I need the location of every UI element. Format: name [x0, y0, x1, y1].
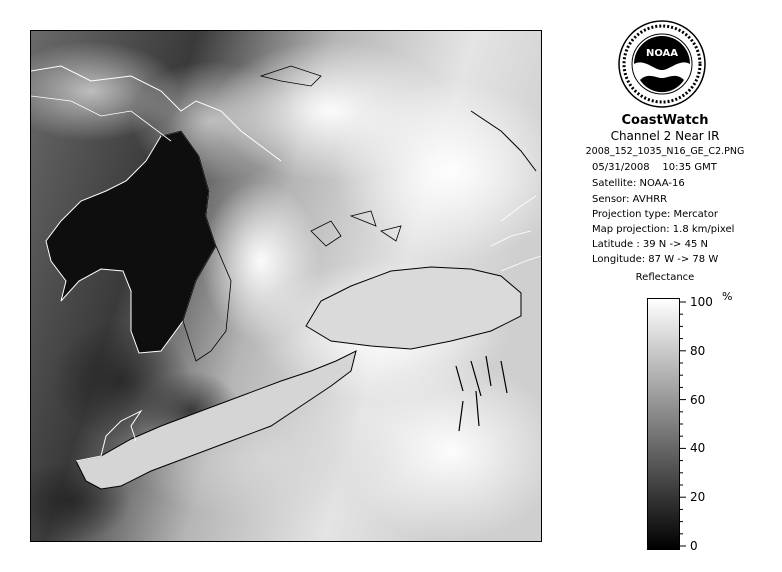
reflectance-colorbar — [647, 298, 680, 550]
date-time-line — [592, 162, 717, 173]
colorbar-tick-label: 80 — [690, 343, 706, 358]
colorbar-title: Reflectance — [635, 272, 695, 283]
sensor-line: Sensor: AVHRR — [592, 194, 668, 205]
colorbar-tick-label: 20 — [690, 490, 706, 505]
colorbar-unit: % — [722, 290, 733, 303]
file-name: 2008_152_1035_N16_GE_C2.PNG — [585, 146, 745, 157]
colorbar-tick-marks — [680, 298, 690, 550]
colorbar-tick-label: 0 — [690, 539, 698, 553]
longitude-line: Longitude: 87 W -> 78 W — [592, 254, 719, 265]
image-date: 05/31/2008 — [592, 162, 650, 173]
image-time: 10:35 GMT — [662, 162, 717, 173]
satellite-image-map[interactable] — [30, 30, 542, 542]
channel-name: Channel 2 Near IR — [610, 129, 720, 143]
product-title: CoastWatch — [621, 113, 709, 128]
colorbar-ticks — [680, 295, 750, 553]
noaa-logo-icon — [618, 20, 706, 108]
satellite-line: Satellite: NOAA-16 — [592, 178, 685, 189]
latitude-line: Latitude : 39 N -> 45 N — [592, 239, 708, 250]
colorbar-tick-label: 60 — [690, 392, 706, 407]
logo-text: NOAA — [645, 48, 679, 59]
colorbar-tick-label: 100 — [690, 295, 713, 309]
map-projection-line: Map projection: 1.8 km/pixel — [592, 224, 735, 235]
projection-type-line: Projection type: Mercator — [592, 209, 718, 220]
satellite-image — [31, 31, 541, 541]
colorbar-tick-label: 40 — [690, 441, 706, 456]
